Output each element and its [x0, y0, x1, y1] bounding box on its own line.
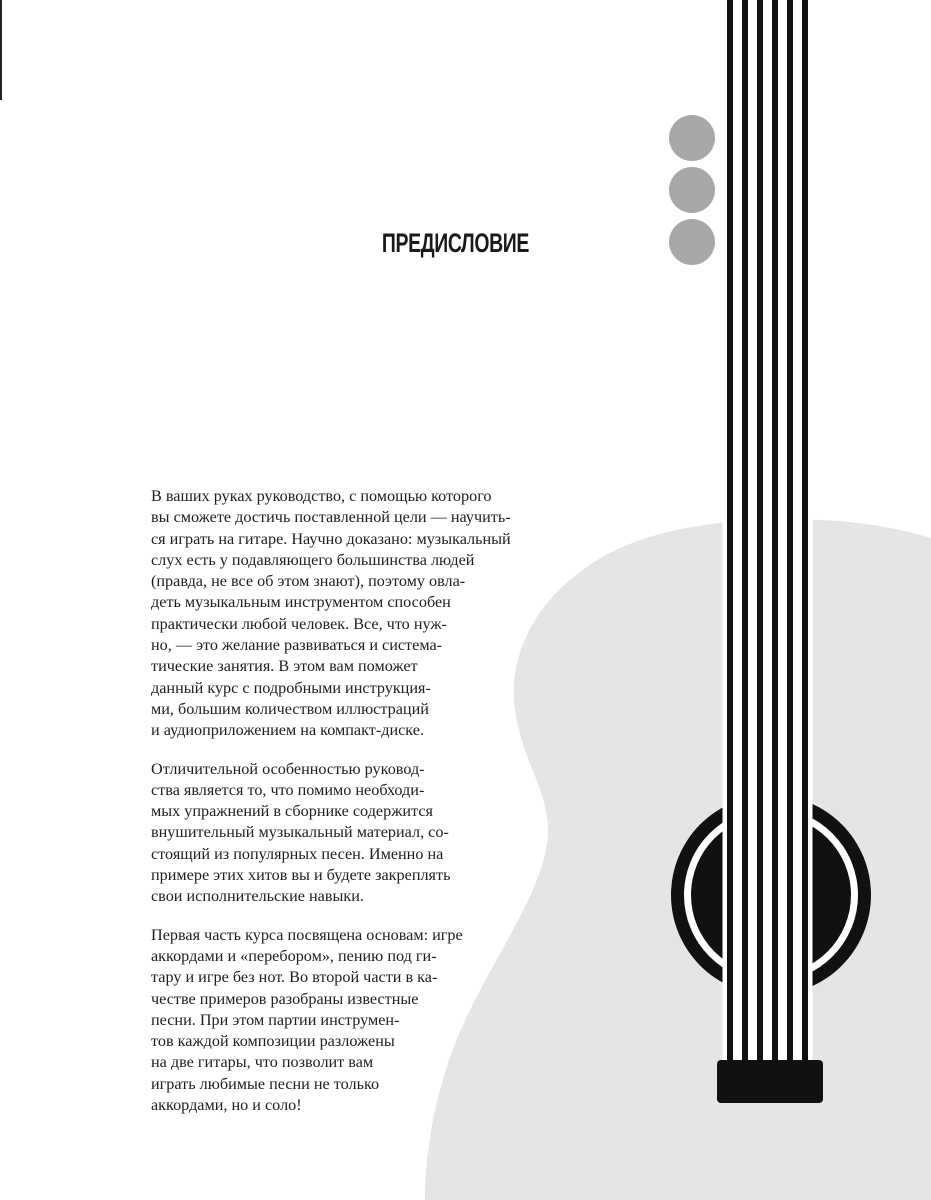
text-line: (правда, не все об этом знают), поэтому овла- — [151, 572, 466, 591]
text-line: слух есть у подавляющего большинства людей — [151, 550, 475, 569]
text-line: данный курс с подробными инструкция- — [151, 678, 431, 697]
text-line: тару и игре без нот. Во второй части в ка- — [151, 968, 438, 987]
guitar-string-3 — [757, 0, 763, 1075]
guitar-string-1 — [727, 0, 733, 1075]
guitar-string-2 — [742, 0, 748, 1075]
fret-dot-1 — [669, 115, 715, 161]
text-line: но, — это желание развиваться и система- — [151, 636, 443, 655]
page-edge-mark — [0, 0, 2, 100]
text-line: ства является то, что помимо необходи- — [151, 780, 425, 799]
text-line: внушительный музыкальный материал, со- — [151, 823, 449, 842]
text-line: тов каждой композиции разложены — [151, 1032, 395, 1051]
text-line: и аудиоприложением на компакт-диске. — [151, 721, 424, 740]
text-line: ся играть на гитаре. Научно доказано: музыкальный — [151, 529, 511, 548]
text-line: стоящий из популярных песен. Именно на — [151, 844, 444, 863]
text-line: вы сможете достичь поставленной цели — научить- — [151, 508, 511, 527]
fret-dot-2 — [669, 167, 715, 213]
fret-dot-3 — [669, 219, 715, 265]
text-line: аккордами и «перебором», пению под ги- — [151, 946, 437, 965]
text-line: тические занятия. В этом вам поможет — [151, 657, 418, 676]
text-line: играть любимые песни не только — [151, 1074, 380, 1093]
string-gaps — [723, 0, 813, 1070]
guitar-string-6 — [802, 0, 808, 1075]
guitar-bridge — [717, 1060, 823, 1103]
text-line: аккордами, но и соло! — [151, 1096, 302, 1115]
text-line: ми, большим количеством иллюстраций — [151, 699, 429, 718]
page-title: ПРЕДИСЛОВИЕ — [381, 228, 529, 258]
preface-text — [151, 486, 536, 1133]
text-line: мых упражнений в сборнике содержится — [151, 802, 433, 821]
text-line: примере этих хитов вы и будете закреплять — [151, 866, 451, 885]
text-line: песни. При этом партии инструмен- — [151, 1010, 400, 1029]
guitar-string-5 — [787, 0, 793, 1075]
paragraph-2 — [151, 759, 536, 908]
text-line: Первая часть курса посвящена основам: игре — [151, 925, 463, 944]
guitar-string-4 — [772, 0, 778, 1075]
text-line: честве примеров разобраны известные — [151, 989, 419, 1008]
text-line: деть музыкальным инструментом способен — [151, 593, 451, 612]
text-line: свои исполнительские навыки. — [151, 887, 364, 906]
text-line: практически любой человек. Все, что нуж- — [151, 614, 447, 633]
paragraph-3 — [151, 925, 536, 1117]
text-line: В ваших руках руководство, с помощью которого — [151, 487, 492, 505]
text-line: Отличительной особенностью руковод- — [151, 759, 425, 778]
paragraph-1 — [151, 486, 536, 742]
text-line: на две гитары, что позволит вам — [151, 1053, 374, 1072]
